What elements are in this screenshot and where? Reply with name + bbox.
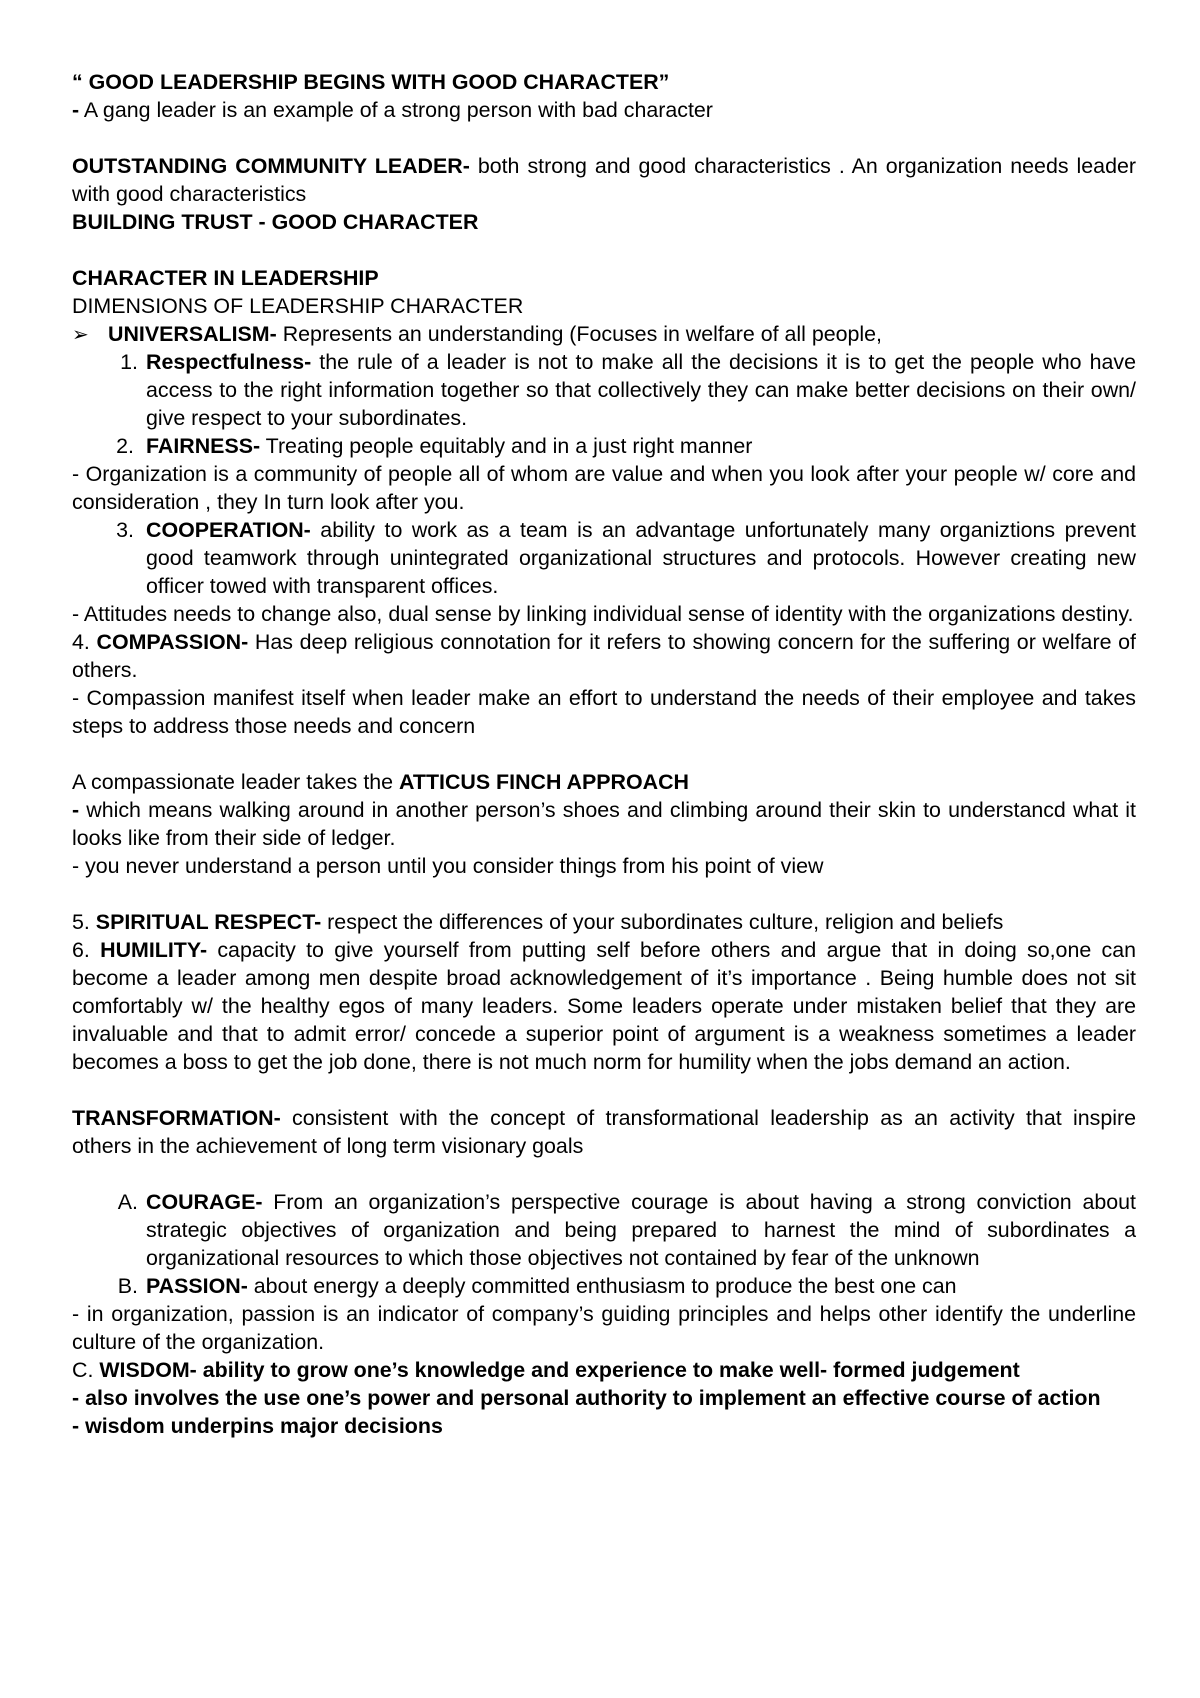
atticus-intro: A compassionate leader takes the ATTICUS FINCH APPROACH xyxy=(72,770,689,794)
spiritual-respect-item: 5. SPIRITUAL RESPECT- respect the differences of your subordinates culture, religion and beliefs xyxy=(72,910,1004,934)
wisdom-note-authority: - also involves the use one’s power and personal authority to implement an effective course of action xyxy=(72,1386,1101,1410)
cooperation-note: - Attitudes needs to change also, dual sense by linking individual sense of identity with the organizations destiny. xyxy=(72,602,1134,626)
character-heading: CHARACTER IN LEADERSHIP xyxy=(72,266,379,290)
fairness-note: - Organization is a community of people all of whom are value and when you look after your people w/ core and consideration , they In turn look after you. xyxy=(72,462,1136,514)
building-trust-heading: BUILDING TRUST - GOOD CHARACTER xyxy=(72,210,479,234)
compassion-note: - Compassion manifest itself when leader make an effort to understand the needs of their employee and takes steps to address those needs and concern xyxy=(72,686,1136,738)
humility-item: 6. HUMILITY- capacity to give yourself from putting self before others and argue that in doing so,one can become a leader among men despite broad acknowledgement of it’s importance . Being humble does not sit comfortably w/ the healthy egos of many leaders. Some leaders operate under mistaken belief that they are invaluable and that to admit error/ concede a superior point of argument is a weakness sometimes a leader becomes a boss to get the job done, there is not much norm for humility when the jobs demand an action. xyxy=(72,938,1136,1074)
arrow-bullet-icon: ➢ xyxy=(72,322,89,346)
wisdom-note-decisions: - wisdom underpins major decisions xyxy=(72,1414,443,1438)
gang-leader-note: - A gang leader is an example of a strong person with bad character xyxy=(72,98,713,122)
transformation-item: TRANSFORMATION- consistent with the concept of transformational leadership as an activity that inspire others in the achievement of long term visionary goals xyxy=(72,1106,1136,1158)
universalism-item: ➢ UNIVERSALISM- Represents an understanding (Focuses in welfare of all people, xyxy=(72,322,883,346)
atticus-point-of-view: - you never understand a person until you consider things from his point of view xyxy=(72,854,824,878)
passion-item: B. PASSION- about energy a deeply committed enthusiasm to produce the best one can xyxy=(117,1274,957,1298)
courage-item: A. COURAGE- From an organization’s perspective courage is about having a strong conviction about strategic objectives of organization and being prepared to harnest the mind of subordinates a organizational resources to which those objectives not contained by fear of the unknown xyxy=(117,1190,1136,1270)
cooperation-item: 3. COOPERATION- ability to work as a team is an advantage unfortunately many organiztions prevent good teamwork through unintegrated organizational structures and protocols. However creating new officer towed with transparent offices. xyxy=(116,518,1136,598)
outstanding-leader: OUTSTANDING COMMUNITY LEADER- both strong and good characteristics . An organization needs leader with good characteristics xyxy=(72,154,1136,206)
wisdom-item: C. WISDOM- ability to grow one’s knowledge and experience to make well- formed judgement xyxy=(72,1358,1020,1382)
fairness-item: 2. FAIRNESS- Treating people equitably and in a just right manner xyxy=(116,434,753,458)
atticus-explanation: - which means walking around in another person’s shoes and climbing around their skin to understancd what it looks like from their side of ledger. xyxy=(72,798,1136,850)
document-title: “ GOOD LEADERSHIP BEGINS WITH GOOD CHARACTER” xyxy=(72,70,670,94)
passion-note: - in organization, passion is an indicator of company’s guiding principles and helps other identify the underline culture of the organization. xyxy=(72,1302,1136,1354)
respectfulness-item: 1. Respectfulness- the rule of a leader is not to make all the decisions it is to get the people who have access to the right information together so that collectively they can make better decisions on their own/ give respect to your subordinates. xyxy=(120,350,1136,430)
dimensions-heading: DIMENSIONS OF LEADERSHIP CHARACTER xyxy=(72,294,524,318)
compassion-item: 4. COMPASSION- Has deep religious connotation for it refers to showing concern for the suffering or welfare of others. xyxy=(72,630,1136,682)
